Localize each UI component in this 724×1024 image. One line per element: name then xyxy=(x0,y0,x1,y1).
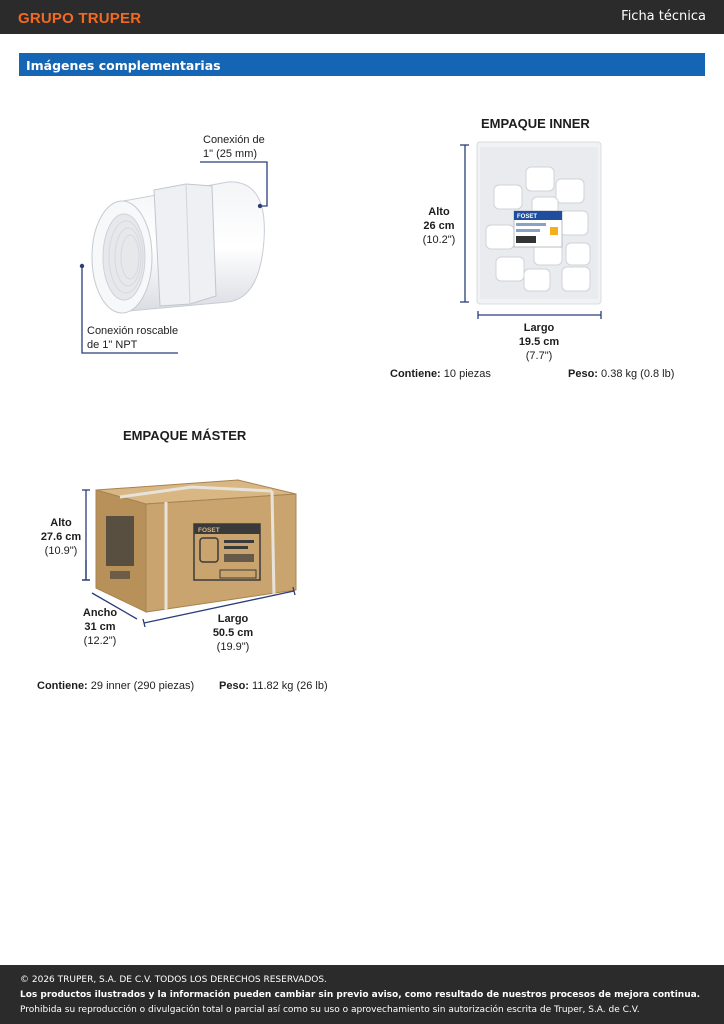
section-title: Imágenes complementarias xyxy=(26,58,221,73)
master-alto xyxy=(34,516,88,558)
bag-brand: FOSET xyxy=(517,214,538,220)
master-largo xyxy=(202,612,264,654)
conn-thread-line2: de 1" NPT xyxy=(87,339,138,351)
inner-largo-cm: 19.5 cm xyxy=(518,336,560,348)
inner-contiene xyxy=(390,367,491,381)
inner-largo-label: Largo xyxy=(523,322,555,334)
inner-alto-cm: 26 cm xyxy=(423,220,455,232)
inner-pack-title: EMPAQUE INNER xyxy=(481,116,590,131)
inner-dimension-lines xyxy=(0,0,724,400)
master-ancho-cm: 31 cm xyxy=(84,621,116,633)
master-ancho xyxy=(72,606,128,648)
footer xyxy=(0,965,724,1024)
box-brand: FOSET xyxy=(198,527,220,534)
master-pack-title: EMPAQUE MÁSTER xyxy=(123,428,247,443)
footer-notice: Los productos ilustrados y la información pueden cambiar sin previo aviso, como resultado de nuestros procesos de mejora continua. xyxy=(20,990,701,1000)
inner-largo-in: (7.7") xyxy=(525,350,553,362)
master-peso-value: 11.82 kg (26 lb) xyxy=(252,680,328,692)
inner-peso xyxy=(568,367,674,381)
conn-top-line1: Conexión de xyxy=(203,134,265,146)
footer-copyright: © 2026 TRUPER, S.A. DE C.V. TODOS LOS DERECHOS RESERVADOS. xyxy=(20,975,327,985)
master-contiene-value: 29 inner (290 piezas) xyxy=(90,680,195,692)
conn-top-unit: (25 mm) xyxy=(216,148,258,160)
inner-peso-value: 0.38 kg (0.8 lb) xyxy=(601,368,675,380)
footer-prohibition: Prohibida su reproducción o divulgación total o parcial así como su uso o aprovechamiento sin autorización escrita de Truper, S.A. de C.V. xyxy=(20,1005,640,1015)
brand-logo: GRUPO TRUPER xyxy=(18,10,142,27)
inner-peso-label: Peso: xyxy=(568,368,598,380)
master-peso xyxy=(219,679,328,693)
master-ancho-label: Ancho xyxy=(82,607,118,619)
inner-alto xyxy=(413,205,465,247)
conn-top-size: 1" xyxy=(203,148,214,160)
master-largo-in: (19.9") xyxy=(216,641,250,653)
master-alto-cm: 27.6 cm xyxy=(40,531,82,543)
master-alto-label: Alto xyxy=(50,517,72,529)
master-largo-label: Largo xyxy=(217,613,249,625)
conn-thread-line1: Conexión roscable xyxy=(87,325,179,337)
master-peso-label: Peso: xyxy=(219,680,249,692)
inner-largo xyxy=(509,321,569,363)
master-ancho-in: (12.2") xyxy=(83,635,117,647)
master-alto-in: (10.9") xyxy=(44,545,78,557)
inner-alto-in: (10.2") xyxy=(422,234,456,246)
master-contiene xyxy=(37,679,194,693)
inner-contiene-label: Contiene: xyxy=(390,368,441,380)
master-contiene-label: Contiene: xyxy=(37,680,88,692)
inner-alto-label: Alto xyxy=(428,206,450,218)
inner-contiene-value: 10 piezas xyxy=(443,368,491,380)
master-largo-cm: 50.5 cm xyxy=(212,627,254,639)
document-type: Ficha técnica xyxy=(621,9,706,24)
